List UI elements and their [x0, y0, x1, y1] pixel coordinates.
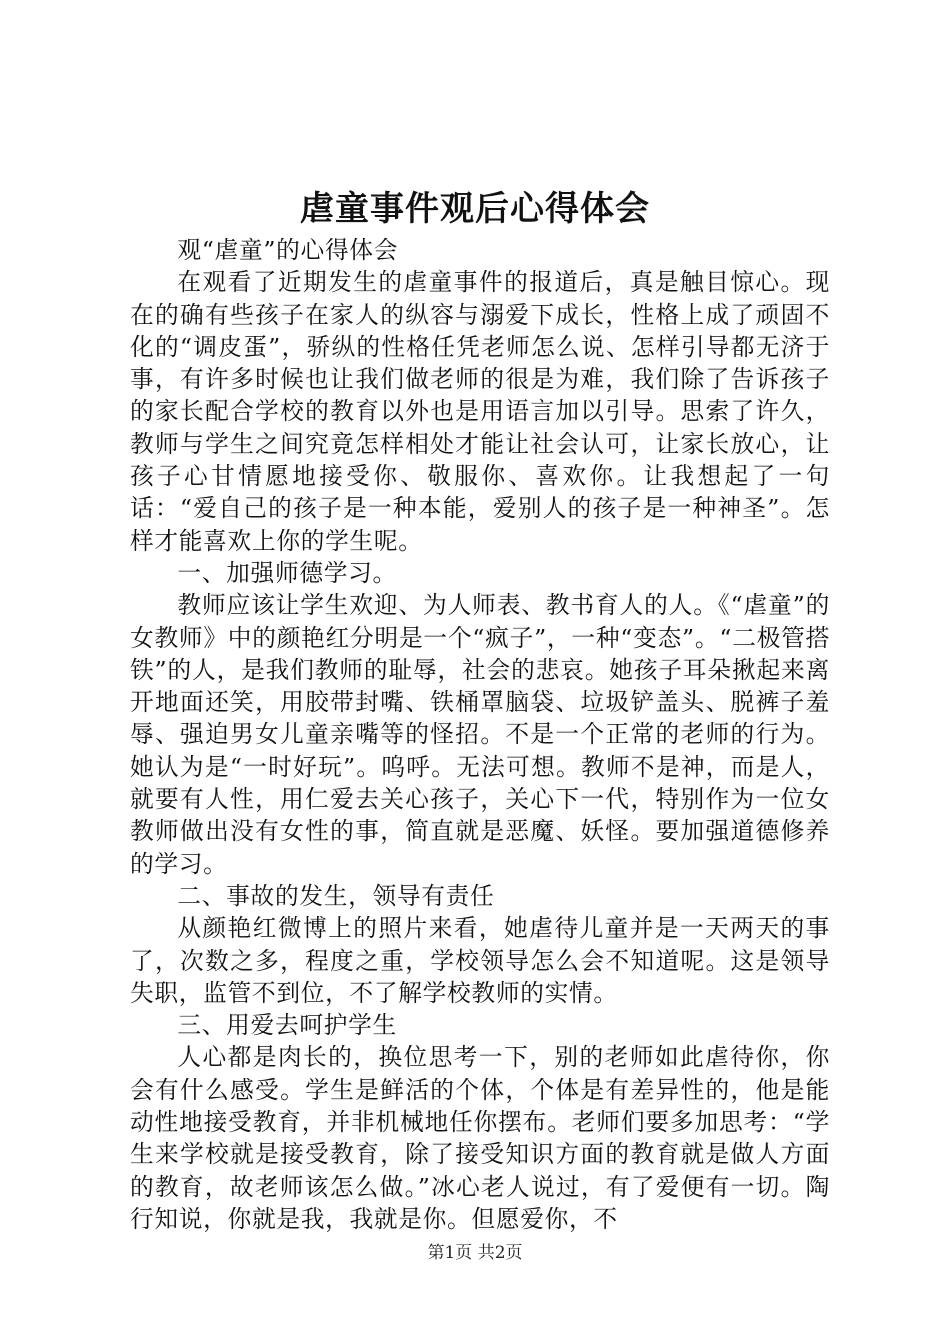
section-paragraph-1: 教师应该让学生欢迎、为人师表、教书育人的人。《“虐童”的女教师》中的颜艳红分明是一个“疯子”，一种“变态”。“二极管搭铁”的人，是我们教师的耻辱，社会的悲哀。她孩子耳朵揪起来离开地面还笑，用胶带封嘴、铁桶罩脑袋、垃圾铲盖头、脱裤子羞辱、强迫男女儿童亲嘴等的怪招。不是一个正常的老师的行为。她认为是“一时好玩”。呜呼。无法可想。教师不是神，而是人，就要有人性，用仁爱去关心孩子，关心下一代，特别作为一位女教师做出没有女性的事，简直就是恶魔、妖怪。要加强道德修养的学习。	[130, 591, 830, 878]
section-paragraph-2: 从颜艳红微博上的照片来看，她虐待儿童并是一天两天的事了，次数之多，程度之重，学校领导怎么会不知道呢。这是领导失职，监管不到位，不了解学校教师的实情。	[130, 914, 830, 1007]
intro-paragraph: 在观看了近期发生的虐童事件的报道后，真是触目惊心。现在的确有些孩子在家人的纵容与溺爱下成长，性格上成了顽固不化的“调皮蛋”，骄纵的性格任凭老师怎么说、怎样引导都无济于事，有许多时候也让我们做老师的很是为难，我们除了告诉孩子的家长配合学校的教育以外也是用语言加以引导。思索了许久，教师与学生之间究竟怎样相处才能让社会认可，让家长放心，让孩子心甘情愿地接受你、敬服你、喜欢你。让我想起了一句话：“爱自己的孩子是一种本能，爱别人的孩子是一种神圣”。怎样才能喜欢上你的学生呢。	[130, 268, 830, 555]
section-heading-3: 三、用爱去呵护学生	[177, 1011, 397, 1040]
section-heading-2: 二、事故的发生，领导有责任	[177, 881, 495, 910]
document-title: 虐童事件观后心得体会	[300, 189, 650, 229]
document-body	[130, 234, 830, 1235]
subtitle-paragraph: 观“虐童”的心得体会	[177, 236, 399, 264]
section-heading-1: 一、加强师德学习。	[177, 558, 397, 587]
section-paragraph-3: 人心都是肉长的，换位思考一下，别的老师如此虐待你，你会有什么感受。学生是鲜活的个体，个体是有差异性的，他是能动性地接受教育，并非机械地任你摆布。老师们要多加思考：“学生来学校就是接受教育，除了接受知识方面的教育就是做人方面的教育，故老师该怎么做。”冰心老人说过，有了爱便有一切。陶行知说，你就是我，我就是你。但愿爱你，不	[130, 1043, 830, 1233]
page-number-footer: 第1页 共2页	[427, 1243, 523, 1263]
